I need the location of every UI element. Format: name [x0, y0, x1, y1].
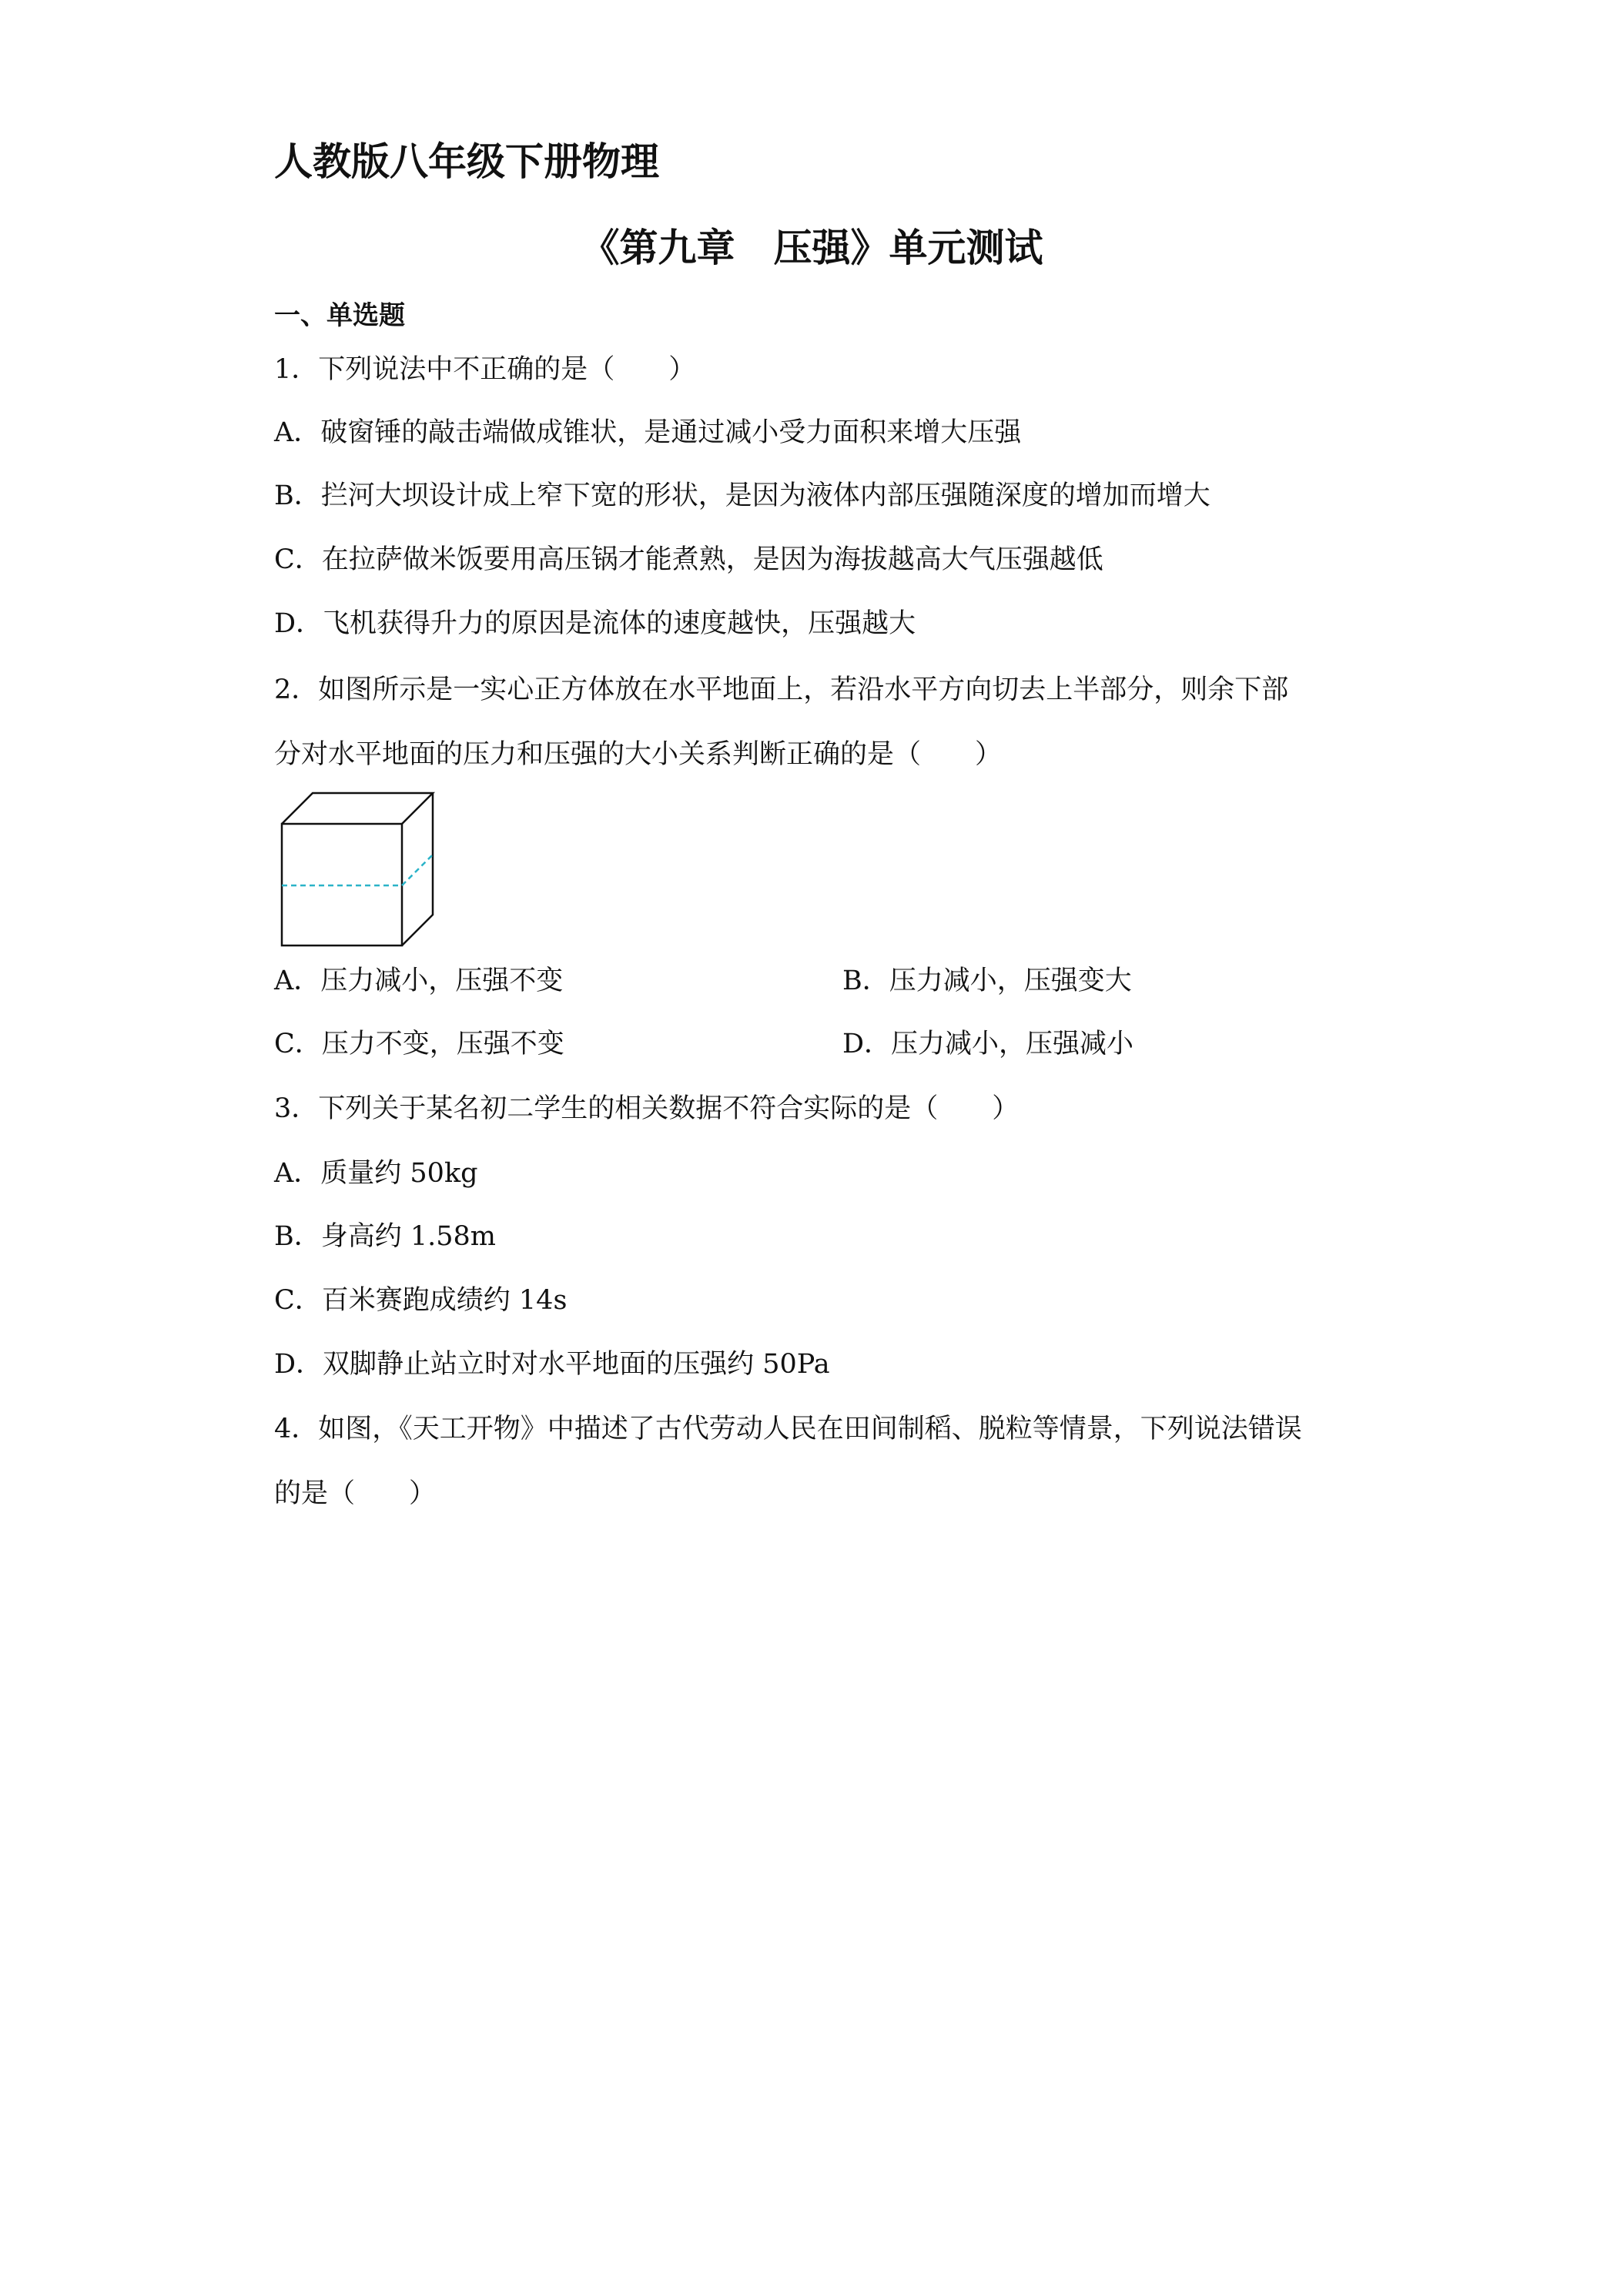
question-2-stem-line-1: 2．如图所示是一实心正方体放在水平地面上，若沿水平方向切去上半部分，则余下部: [274, 674, 1289, 705]
question-3-option-a: A．质量约 50kg: [274, 1158, 478, 1189]
document-heading: 人教版八年级下册物理: [274, 139, 659, 184]
question-2-option-c: C．压力不变，压强不变: [274, 1029, 564, 1059]
question-4-stem-line-2: 的是（ ）: [274, 1478, 437, 1509]
cube-figure: [276, 790, 437, 952]
document-title: 《第九章 压强》单元测试: [581, 226, 1043, 270]
cut-dashed-line: [282, 855, 433, 885]
question-1-option-c: C．在拉萨做米饭要用高压锅才能煮熟，是因为海拔越高大气压强越低: [274, 544, 1103, 575]
question-3-option-d: D．双脚静止站立时对水平地面的压强约 50Pa: [274, 1349, 830, 1380]
cube-top-face: [282, 793, 433, 824]
question-2-option-d: D．压力减小，压强减小: [842, 1029, 1134, 1059]
question-1-option-d: D．飞机获得升力的原因是流体的速度越快，压强越大: [274, 608, 916, 639]
question-3-option-c: C．百米赛跑成绩约 14s: [274, 1285, 568, 1316]
question-1-option-a: A．破窗锤的敲击端做成锥状，是通过减小受力面积来增大压强: [274, 417, 1022, 448]
question-2-option-a: A．压力减小，压强不变: [274, 966, 564, 996]
question-3-stem: 3．下列关于某名初二学生的相关数据不符合实际的是（ ）: [274, 1093, 1020, 1124]
section-heading: 一、单选题: [274, 300, 405, 331]
question-1-stem: 1．下列说法中不正确的是（ ）: [274, 354, 696, 385]
question-1-option-b: B．拦河大坝设计成上窄下宽的形状，是因为液体内部压强随深度的增加而增大: [274, 480, 1210, 511]
question-2-option-b: B．压力减小，压强变大: [842, 966, 1132, 996]
question-3-option-b: B．身高约 1.58m: [274, 1221, 496, 1252]
question-4-stem-line-1: 4．如图，《天工开物》中描述了古代劳动人民在田间制稻、脱粒等情景，下列说法错误: [274, 1414, 1302, 1444]
question-2-stem-line-2: 分对水平地面的压力和压强的大小关系判断正确的是（ ）: [274, 739, 1003, 770]
